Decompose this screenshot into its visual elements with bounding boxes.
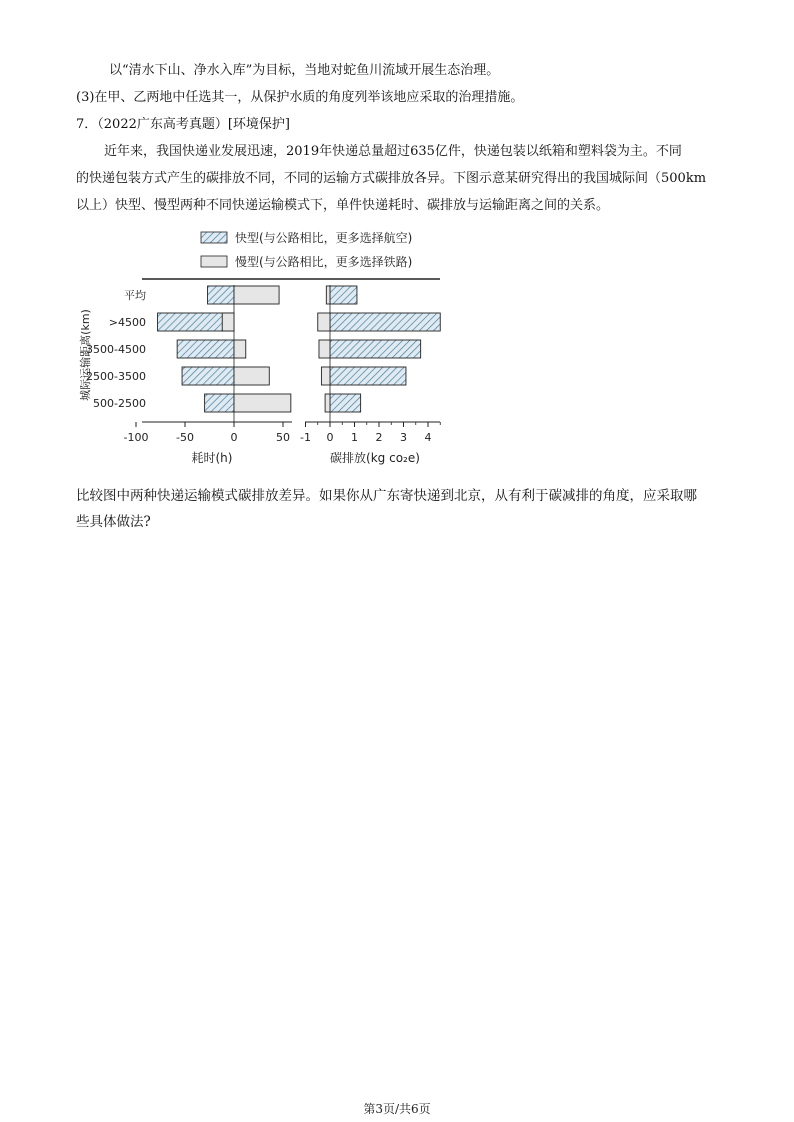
x-tick-label: -50 <box>176 431 194 444</box>
question-line: 比较图中两种快递运输模式碳排放差异。如果你从广东寄快递到北京，从有利于碳减排的角度，应采取哪 <box>76 488 697 504</box>
x-tick-label: 4 <box>424 431 432 444</box>
bar-fast-time <box>177 340 234 358</box>
bar-fast-time <box>158 313 234 331</box>
bar-slow-time <box>234 394 291 412</box>
x-tick-label: -1 <box>300 431 311 444</box>
bar-fast-carbon <box>330 394 361 412</box>
bar-slow-carbon <box>319 340 330 358</box>
legend-swatch-fast <box>201 232 227 243</box>
x-tick-label: 3 <box>400 431 407 444</box>
bar-slow-time <box>234 340 246 358</box>
legend-label-fast: 快型(与公路相比，更多选择航空) <box>235 231 413 245</box>
bar-slow-carbon <box>321 367 330 385</box>
x-tick-label: 0 <box>230 431 238 444</box>
bar-slow-time <box>234 367 269 385</box>
page-footer: 第3页/共6页 <box>363 1102 431 1116</box>
bar-slow-carbon <box>318 313 330 331</box>
x-tick-label: 2 <box>375 431 383 444</box>
question-7-header: 7．（2022广东高考真题）[环境保护] <box>76 117 290 132</box>
bar-fast-time <box>205 394 234 412</box>
category-label: 平均 <box>124 289 146 302</box>
text-line: 以“清水下山、净水入库”为目标，当地对蛇鱼川流域开展生态治理。 <box>109 63 500 78</box>
x-axis-title: 耗时(h) <box>191 451 233 465</box>
x-tick-label: -100 <box>123 431 149 444</box>
x-tick-label: 0 <box>326 431 334 444</box>
category-label: 500-2500 <box>93 397 146 410</box>
paragraph-line: 近年来，我国快递业发展迅速，2019年快递总量超过635亿件，快递包装以纸箱和塑料袋为主。不同 <box>104 144 682 159</box>
bar-fast-carbon <box>330 367 406 385</box>
bar-slow-carbon <box>325 394 330 412</box>
bar-fast-time <box>208 286 234 304</box>
question-line: 些具体做法? <box>76 514 151 530</box>
bar-slow-time <box>234 286 279 304</box>
bar-fast-carbon <box>330 286 357 304</box>
legend-swatch-slow <box>201 256 227 267</box>
x-tick-label: 1 <box>351 431 358 444</box>
bar-slow-time <box>222 313 234 331</box>
legend-label-slow: 慢型(与公路相比，更多选择铁路) <box>235 255 413 269</box>
bar-slow-carbon <box>326 286 330 304</box>
bar-fast-carbon <box>330 313 440 331</box>
category-label: 3500-4500 <box>86 343 146 356</box>
y-axis-title: 城际运输距离(km) <box>79 309 92 401</box>
x-tick-label: 50 <box>276 431 290 444</box>
x-axis-title: 碳排放(kg co₂e) <box>330 451 420 465</box>
sub-question-3: (3)在甲、乙两地中任选其一，从保护水质的角度列举该地应采取的治理措施。 <box>76 90 524 105</box>
category-label: >4500 <box>108 316 146 329</box>
paragraph-line: 以上）快型、慢型两种不同快递运输模式下，单件快递耗时、碳排放与运输距离之间的关系。 <box>76 198 610 213</box>
bar-fast-time <box>182 367 234 385</box>
category-label: 2500-3500 <box>86 370 146 383</box>
paragraph-line: 的快递包装方式产生的碳排放不同，不同的运输方式碳排放各异。下图示意某研究得出的我国城际间（500km <box>76 171 707 186</box>
bar-fast-carbon <box>330 340 421 358</box>
